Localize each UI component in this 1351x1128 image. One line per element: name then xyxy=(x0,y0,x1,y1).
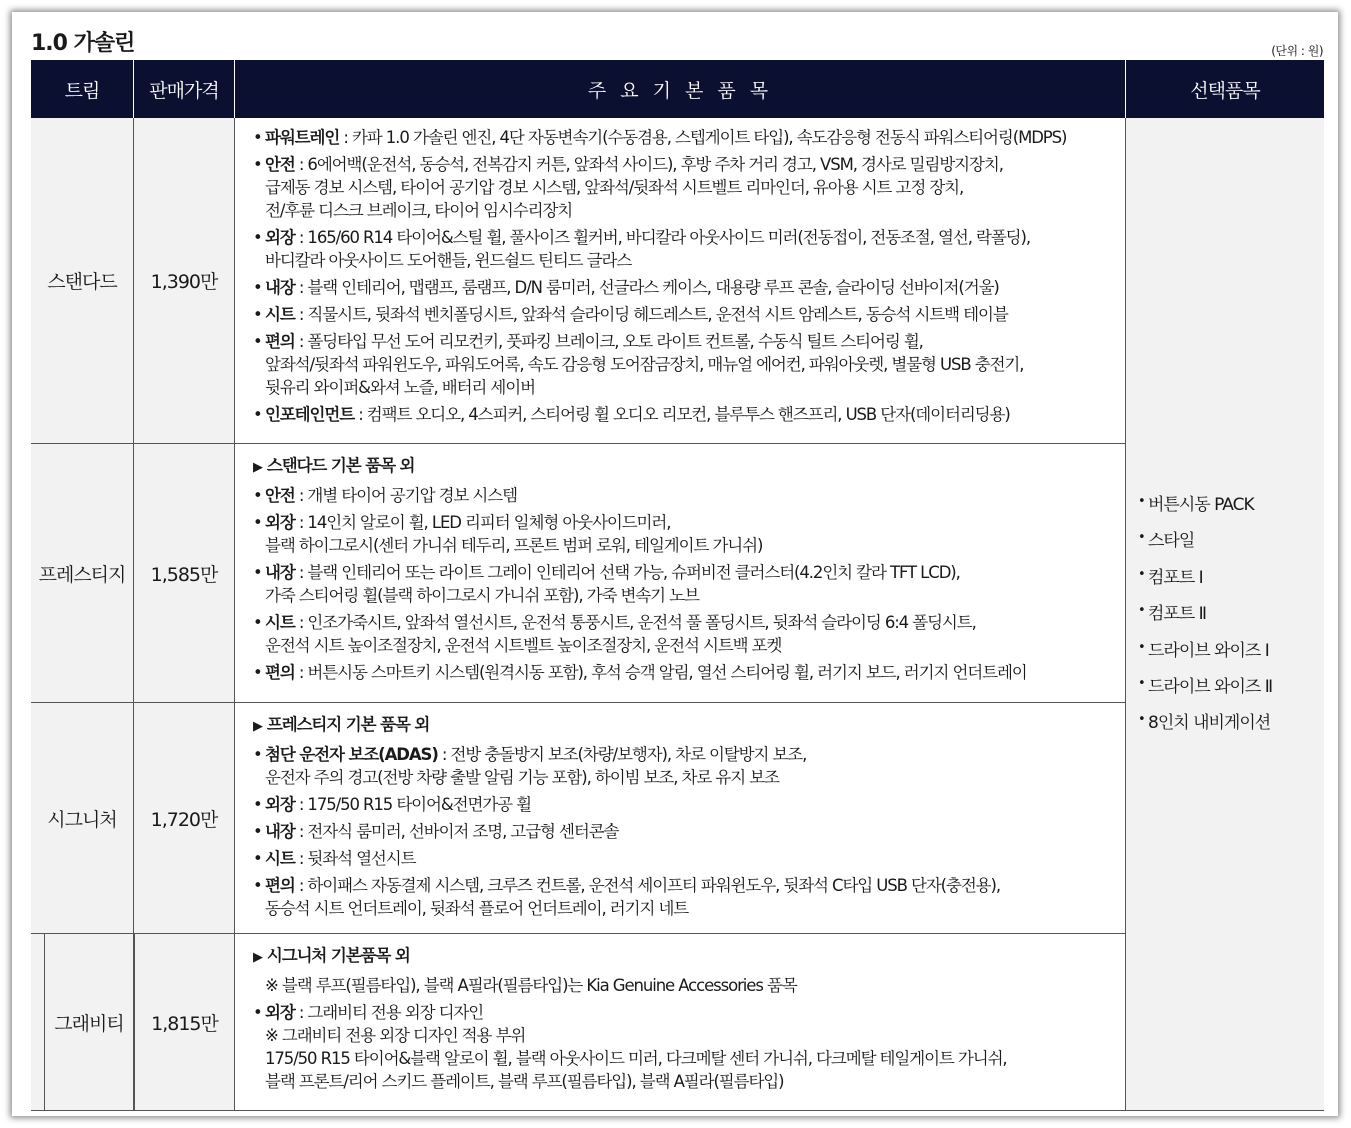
trim-name: 스탠다드 xyxy=(31,118,134,444)
feature-line xyxy=(265,484,1125,507)
header-price: 판매가격 xyxy=(134,60,235,118)
triangle-icon: ▶ xyxy=(253,719,262,734)
trim-price: 1,720만 xyxy=(134,703,235,934)
feature-text: 바디칼라 아웃사이드 도어핸들, 윈드쉴드 틴티드 글라스 xyxy=(265,251,632,270)
trim-name: 시그니처 xyxy=(31,703,134,934)
feature-label: 편의 xyxy=(265,876,295,895)
feature-label: 외장 xyxy=(265,795,295,814)
section-heading xyxy=(253,454,1125,479)
spec-table xyxy=(31,60,1324,1111)
triangle-icon: ▶ xyxy=(253,950,262,965)
feature-text: : 뒷좌석 열선시트 xyxy=(294,849,416,868)
feature-text: 뒷유리 와이퍼&와셔 노즐, 배터리 세이버 xyxy=(265,378,535,397)
feature-bullet xyxy=(253,330,1125,399)
feature-text: 175/50 R15 타이어&블랙 알로이 휠, 블랙 아웃사이드 미러, 다크메탈 센터 가니쉬, 다크메탈 테일게이트 가니쉬, xyxy=(265,1049,1007,1068)
feature-text: : 그래비티 전용 외장 디자인 xyxy=(294,1003,484,1022)
feature-label: 내장 xyxy=(265,563,295,582)
feature-bullet xyxy=(253,126,1125,149)
feature-bullet xyxy=(253,303,1125,326)
feature-text: 전/후륜 디스크 브레이크, 타이어 임시수리장치 xyxy=(265,201,573,220)
table-row xyxy=(31,934,1126,1110)
items-cell xyxy=(235,118,1126,444)
feature-line xyxy=(265,1047,1125,1070)
feature-bullet xyxy=(253,847,1125,870)
trim-name: 프레스티지 xyxy=(31,444,134,703)
table-body xyxy=(31,118,1324,1111)
feature-line xyxy=(265,743,1125,766)
feature-label: 편의 xyxy=(265,332,295,351)
feature-line xyxy=(265,303,1125,326)
feature-bullet xyxy=(253,743,1125,789)
feature-label: 인포테인먼트 xyxy=(265,405,355,424)
feature-line xyxy=(265,199,1125,222)
triangle-icon: ▶ xyxy=(253,460,262,475)
header-items: 주 요 기 본 품 목 xyxy=(235,60,1126,118)
feature-text: 동승석 시트 언더트레이, 뒷좌석 플로어 언더트레이, 러기지 네트 xyxy=(265,899,689,918)
feature-bullet xyxy=(253,511,1125,557)
feature-line xyxy=(265,1070,1125,1093)
feature-line xyxy=(265,1001,1125,1024)
feature-line xyxy=(265,511,1125,534)
feature-line xyxy=(265,584,1125,607)
feature-text: : 직물시트, 뒷좌석 벤치폴딩시트, 앞좌석 슬라이딩 헤드레스트, 운전석 시트 암레스트, 동승석 시트백 테이블 xyxy=(294,305,1008,324)
feature-text: ※ 그래비티 전용 외장 디자인 적용 부위 xyxy=(265,1026,526,1045)
feature-text: : 전자식 룸미러, 선바이저 조명, 고급형 센터콘솔 xyxy=(294,822,619,841)
option-item: • 드라이브 와이즈 Ⅱ xyxy=(1138,672,1272,708)
header-trim: 트림 xyxy=(31,60,134,118)
table-row xyxy=(31,118,1126,444)
feature-line xyxy=(265,226,1125,249)
feature-bullet xyxy=(253,226,1125,272)
option-item: • 8인치 내비게이션 xyxy=(1138,708,1272,744)
feature-line xyxy=(265,176,1125,199)
feature-bullet xyxy=(253,153,1125,222)
option-item: • 컴포트 Ⅰ xyxy=(1138,563,1272,599)
feature-label: 시트 xyxy=(265,305,295,324)
section-heading xyxy=(253,944,1125,969)
feature-text: : 전방 충돌방지 보조(차량/보행자), 차로 이탈방지 보조, xyxy=(437,745,807,764)
feature-line xyxy=(265,634,1125,657)
options-list xyxy=(1138,490,1272,745)
feature-bullet xyxy=(253,1001,1125,1093)
table-header xyxy=(31,60,1324,118)
feature-text: : 175/50 R15 타이어&전면가공 휠 xyxy=(294,795,531,814)
feature-text: : 카파 1.0 가솔린 엔진, 4단 자동변속기(수동겸용, 스텝게이트 타입), 속도감응형 전동식 파워스티어링(MDPS) xyxy=(339,128,1067,147)
feature-line xyxy=(265,820,1125,843)
feature-line xyxy=(265,153,1125,176)
feature-line xyxy=(265,793,1125,816)
feature-line xyxy=(265,611,1125,634)
trim-price: 1,815만 xyxy=(134,934,235,1110)
feature-bullet xyxy=(253,611,1125,657)
feature-text: 블랙 하이그로시(센터 가니쉬 테두리, 프론트 범퍼 로워, 테일게이트 가니쉬) xyxy=(265,536,763,555)
option-item: • 버튼시동 PACK xyxy=(1138,490,1272,526)
feature-bullet xyxy=(253,276,1125,299)
option-item: • 컴포트 Ⅱ xyxy=(1138,599,1272,635)
table-row xyxy=(31,703,1126,934)
items-cell xyxy=(235,703,1126,934)
feature-line xyxy=(265,766,1125,789)
feature-line xyxy=(265,847,1125,870)
feature-line xyxy=(265,403,1125,426)
feature-text: : 개별 타이어 공기압 경보 시스템 xyxy=(294,486,517,505)
feature-text: : 컴팩트 오디오, 4스피커, 스티어링 휠 오디오 리모컨, 블루투스 핸즈프리, USB 단자(데이터리딩용) xyxy=(354,405,1010,424)
table-row xyxy=(31,444,1126,703)
option-item: • 드라이브 와이즈 Ⅰ xyxy=(1138,636,1272,672)
option-item: • 스타일 xyxy=(1138,526,1272,562)
feature-line xyxy=(265,353,1125,376)
feature-text: : 폴딩타입 무선 도어 리모컨키, 풋파킹 브레이크, 오토 라이트 컨트롤, 수동식 틸트 스티어링 휠, xyxy=(294,332,923,351)
page-title: 1.0 가솔린 xyxy=(31,31,135,56)
section-heading-text: 프레스티지 기본 품목 외 xyxy=(266,715,430,734)
feature-text: 가죽 스티어링 휠(블랙 하이그로시 가니쉬 포함), 가죽 변속기 노브 xyxy=(265,586,699,605)
note-text: ※ 블랙 루프(필름타입), 블랙 A필라(필름타입)는 Kia Genuine Accessories 품목 xyxy=(265,976,797,995)
feature-text: : 버튼시동 스마트키 시스템(원격시동 포함), 후석 승객 알림, 열선 스티어링 휠, 러기지 보드, 러기지 언더트레이 xyxy=(294,663,1027,682)
feature-label: 외장 xyxy=(265,513,295,532)
feature-text: : 인조가죽시트, 앞좌석 열선시트, 운전석 통풍시트, 운전석 풀 폴딩시트, 뒷좌석 슬라이딩 6:4 폴딩시트, xyxy=(294,613,976,632)
feature-label: 내장 xyxy=(265,278,295,297)
feature-text: 운전석 시트 높이조절장치, 운전석 시트벨트 높이조절장치, 운전석 시트백 포켓 xyxy=(265,636,782,655)
section-heading-text: 시그니처 기본품목 외 xyxy=(266,946,410,965)
feature-line xyxy=(265,661,1125,684)
feature-text: 급제동 경보 시스템, 타이어 공기압 경보 시스템, 앞좌석/뒷좌석 시트벨트 리마인더, 유아용 시트 고정 장치, xyxy=(265,178,964,197)
feature-label: 외장 xyxy=(265,228,295,247)
trim-cell-wrapper xyxy=(31,934,134,1110)
header-options: 선택품목 xyxy=(1190,79,1260,102)
feature-text: : 블랙 인테리어, 맵램프, 룸램프, D/N 룸미러, 선글라스 케이스, 대용량 루프 콘솔, 슬라이딩 선바이저(거울) xyxy=(294,278,999,297)
feature-line xyxy=(265,276,1125,299)
feature-line xyxy=(265,874,1125,897)
feature-line xyxy=(265,534,1125,557)
feature-label: 내장 xyxy=(265,822,295,841)
feature-label: 편의 xyxy=(265,663,295,682)
feature-line xyxy=(265,1024,1125,1047)
section-heading-text: 스탠다드 기본 품목 외 xyxy=(266,456,415,475)
feature-bullet xyxy=(253,403,1125,426)
trim-price: 1,585만 xyxy=(134,444,235,703)
feature-line xyxy=(265,376,1125,399)
feature-label: 안전 xyxy=(265,155,295,174)
feature-bullet xyxy=(253,661,1125,684)
feature-text: : 하이패스 자동결제 시스템, 크루즈 컨트롤, 운전석 세이프티 파워윈도우, 뒷좌석 C타입 USB 단자(충전용), xyxy=(294,876,1000,895)
feature-line xyxy=(265,249,1125,272)
feature-text: 앞좌석/뒷좌석 파워윈도우, 파워도어록, 속도 감응형 도어잠금장치, 매뉴얼 에어컨, 파워아웃렛, 별물형 USB 충전기, xyxy=(265,355,1024,374)
feature-line xyxy=(265,897,1125,920)
feature-bullet xyxy=(253,874,1125,920)
feature-bullet xyxy=(253,561,1125,607)
feature-text: : 6에어백(운전석, 동승석, 전복감지 커튼, 앞좌석 사이드), 후방 주차 거리 경고, VSM, 경사로 밀림방지장치, xyxy=(294,155,1003,174)
section-heading xyxy=(253,713,1125,738)
feature-label: 외장 xyxy=(265,1003,295,1022)
feature-bullet xyxy=(253,820,1125,843)
options-column xyxy=(1126,118,1324,1109)
trim-price: 1,390만 xyxy=(134,118,235,444)
feature-text: : 165/60 R14 타이어&스틸 휠, 풀사이즈 휠커버, 바디칼라 아웃사이드 미러(전동접이, 전동조절, 열선, 락폴딩), xyxy=(294,228,1030,247)
feature-text: : 14인치 알로이 휠, LED 리피터 일체형 아웃사이드미러, xyxy=(294,513,671,532)
unit-note: (단위 : 원) xyxy=(1271,44,1323,58)
trim-name: 그래비티 xyxy=(44,934,134,1110)
feature-line xyxy=(265,330,1125,353)
feature-label: 시트 xyxy=(265,613,295,632)
feature-line xyxy=(265,126,1125,149)
feature-label: 시트 xyxy=(265,849,295,868)
feature-label: 안전 xyxy=(265,486,295,505)
feature-text: 운전자 주의 경고(전방 차량 출발 알림 기능 포함), 하이빔 보조, 차로 유지 보조 xyxy=(265,768,779,787)
feature-bullet xyxy=(253,484,1125,507)
items-cell xyxy=(235,444,1126,703)
feature-line xyxy=(265,561,1125,584)
feature-text: : 블랙 인테리어 또는 라이트 그레이 인테리어 선택 가능, 슈퍼비전 클러스터(4.2인치 칼라 TFT LCD), xyxy=(294,563,960,582)
feature-bullet xyxy=(253,793,1125,816)
feature-label: 첨단 운전자 보조(ADAS) xyxy=(265,745,438,764)
items-cell xyxy=(235,934,1126,1110)
feature-label: 파워트레인 xyxy=(265,128,340,147)
feature-text: 블랙 프론트/리어 스키드 플레이트, 블랙 루프(필름타입), 블랙 A필라(필름타입) xyxy=(265,1072,784,1091)
